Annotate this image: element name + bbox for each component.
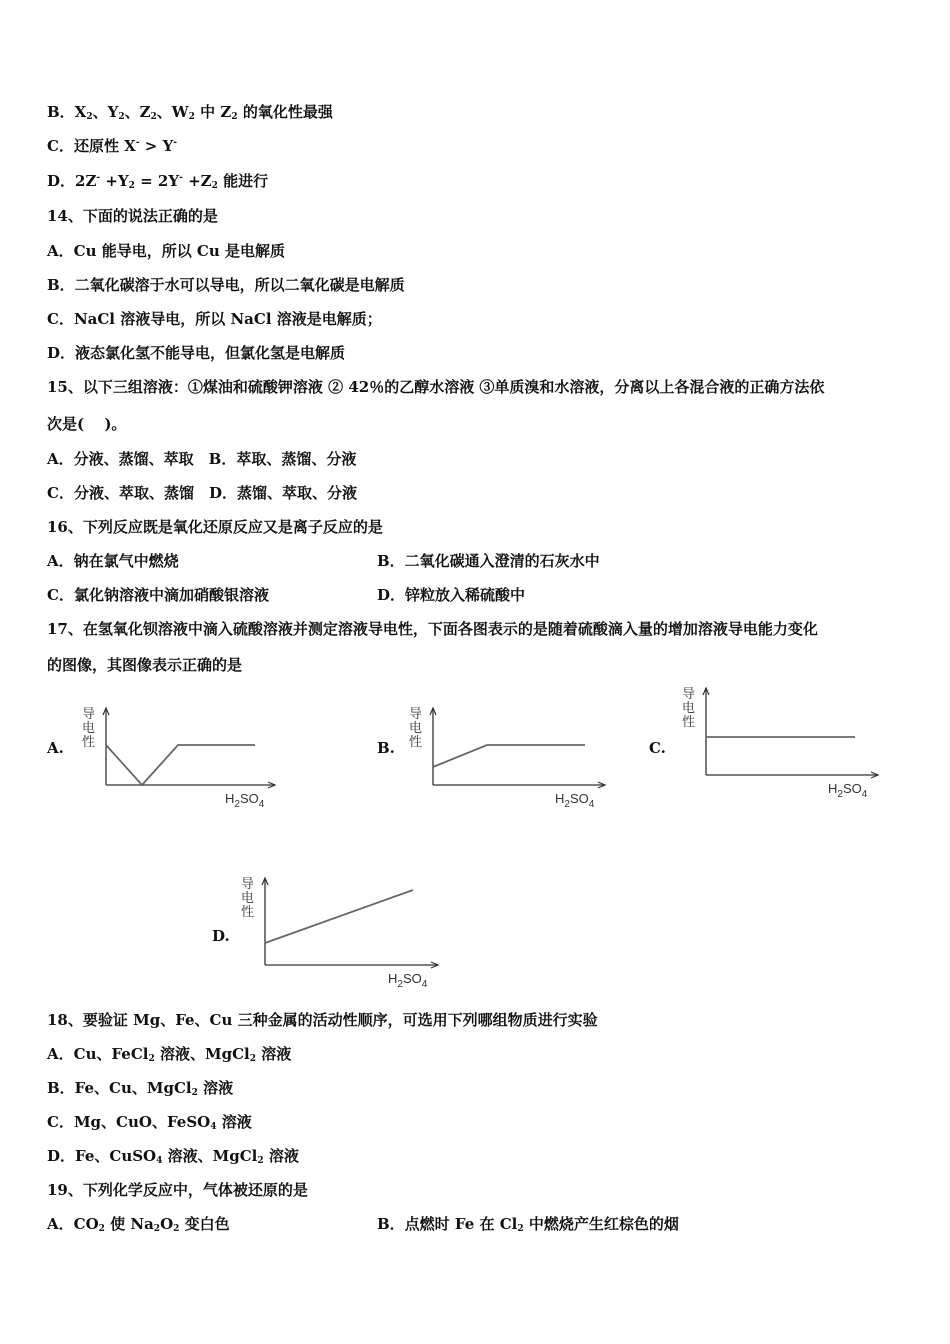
text-run: 2	[211, 181, 218, 191]
text-run: -	[179, 173, 183, 183]
text-run: 的氧化性最强	[237, 103, 333, 121]
text-run: C．NaCl 溶液导电，所以 NaCl 溶液是电解质；	[47, 310, 382, 328]
text-run: 使 Na	[104, 1215, 154, 1233]
text-run: A．Cu 能导电，所以 Cu 是电解质	[47, 242, 285, 260]
text-run: 4	[210, 1122, 217, 1132]
text-run: D．2Z	[47, 172, 97, 190]
text-run: 溶液、MgCl	[162, 1147, 258, 1165]
text-run: D．Fe、CuSO	[47, 1147, 157, 1165]
text-run: +Z	[182, 172, 212, 190]
graph-b-y-label: 导电性	[409, 707, 423, 750]
text-run: 2	[148, 1054, 155, 1064]
x-label-part: 4	[421, 979, 428, 990]
text-run: -	[135, 138, 140, 148]
x-label-part: 2	[564, 799, 570, 810]
text-run: -	[96, 173, 101, 183]
text-run: D．液态氯化氢不能导电，但氯化氢是电解质	[47, 344, 346, 362]
text-run: A．Cu、FeCl	[47, 1045, 149, 1063]
text-run: 2	[173, 1224, 180, 1234]
x-label-part: H	[388, 971, 398, 986]
text-run: A．分液、蒸馏、萃取 B．萃取、蒸馏、分液	[47, 450, 357, 468]
text-run: C．还原性 X	[47, 137, 136, 155]
text-run: 14、下面的说法正确的是	[47, 207, 218, 225]
text-run: 2	[517, 1224, 524, 1234]
x-label-part: SO	[402, 971, 422, 986]
text-run: 溶液	[216, 1113, 252, 1131]
graph-d-y-label: 导电性	[241, 877, 255, 920]
text-run: A．CO	[47, 1215, 99, 1233]
text-run: B．二氧化碳溶于水可以导电，所以二氧化碳是电解质	[47, 276, 405, 294]
graph-a-x-label	[225, 791, 265, 810]
text-run: B．点燃时 Fe 在 Cl	[377, 1215, 518, 1233]
text-run: 15、以下三组溶液：①煤油和硫酸钾溶液 ② 42％的乙醇水溶液 ③单质溴和水溶液，分离以上各混合液的正确方法依	[47, 378, 825, 396]
text-run: O	[160, 1215, 174, 1233]
text-run: +Y	[100, 172, 129, 190]
text-run: 中 Z	[194, 103, 232, 121]
text-run: 2	[249, 1054, 256, 1064]
text-run: 2	[150, 112, 157, 122]
graph-a-curve	[106, 745, 255, 785]
text-run: 变白色	[179, 1215, 230, 1233]
text-run: B．二氧化碳通入澄清的石灰水中	[377, 552, 600, 570]
text-run: D．锌粒放入稀硫酸中	[377, 586, 526, 604]
x-label-part: H	[555, 791, 565, 806]
graph-option-a-label: A.	[47, 739, 64, 757]
text-run: 2	[98, 1224, 105, 1234]
x-label-part: H	[828, 781, 838, 796]
text-run: B．X	[47, 103, 87, 121]
graph-d-curve	[265, 890, 413, 943]
text-run: 溶液	[263, 1147, 299, 1165]
text-run: 溶液	[255, 1045, 292, 1063]
text-run: 的图像，其图像表示正确的是	[47, 656, 243, 674]
graph-option-b-label: B.	[377, 739, 395, 757]
text-run: 18、要验证 Mg、Fe、Cu 三种金属的活动性顺序，可选用下列哪组物质进行实验	[47, 1011, 598, 1029]
text-run: A．钠在氯气中燃烧	[47, 552, 179, 570]
text-run: 4	[156, 1156, 163, 1166]
x-label-part: 4	[861, 789, 868, 800]
text-run: 2	[86, 112, 93, 122]
text-run: 、Z	[124, 103, 151, 121]
text-run: = 2Y	[134, 172, 180, 190]
graph-d-x-label	[388, 971, 428, 990]
text-run: > Y	[139, 137, 174, 155]
graph-c-x-label	[828, 781, 868, 800]
graph-b-x-label	[555, 791, 595, 810]
text-run: C．氯化钠溶液中滴加硝酸银溶液	[47, 586, 269, 604]
text-run: 2	[191, 1088, 198, 1098]
text-run: 溶液	[197, 1079, 234, 1097]
text-run: 17、在氢氧化钡溶液中滴入硫酸溶液并测定溶液导电性，下面各图表示的是随着硫酸滴入量的增加溶液导电能力变化	[47, 620, 818, 638]
text-run: 能进行	[217, 172, 269, 190]
text-run: 19、下列化学反应中，气体被还原的是	[47, 1181, 308, 1199]
x-label-part: 4	[588, 799, 595, 810]
graph-a-y-label: 导电性	[82, 707, 96, 750]
text-run: 溶液、MgCl	[154, 1045, 250, 1063]
x-label-part: SO	[239, 791, 259, 806]
text-run: 2	[188, 112, 195, 122]
text-run: 次是( )。	[47, 415, 127, 433]
graph-c-y-label: 导电性	[682, 687, 696, 730]
x-label-part: H	[225, 791, 235, 806]
text-run: 、Y	[92, 103, 119, 121]
x-label-part: SO	[842, 781, 862, 796]
text-run: C．分液、萃取、蒸馏 D．蒸馏、萃取、分液	[47, 484, 357, 502]
text-run: 2	[231, 112, 238, 122]
text-run: 2	[153, 1224, 161, 1234]
text-run: -	[173, 138, 178, 148]
graph-option-c-label: C.	[649, 739, 666, 757]
x-label-part: 2	[837, 789, 843, 800]
x-label-part: SO	[569, 791, 589, 806]
text-run: C．Mg、CuO、FeSO	[47, 1113, 211, 1131]
graph-option-d-label: D.	[212, 927, 230, 945]
text-run: 2	[128, 181, 135, 191]
graph-b-curve	[433, 745, 585, 767]
x-label-part: 4	[258, 799, 265, 810]
text-run: 、W	[156, 103, 189, 121]
text-run: B．Fe、Cu、MgCl	[47, 1079, 192, 1097]
x-label-part: 2	[234, 799, 240, 810]
text-run: 中燃烧产生红棕色的烟	[523, 1215, 679, 1233]
x-label-part: 2	[397, 979, 403, 990]
text-run: 16、下列反应既是氧化还原反应又是离子反应的是	[47, 518, 383, 536]
text-run: 2	[257, 1156, 264, 1166]
text-run: 2	[118, 112, 125, 122]
